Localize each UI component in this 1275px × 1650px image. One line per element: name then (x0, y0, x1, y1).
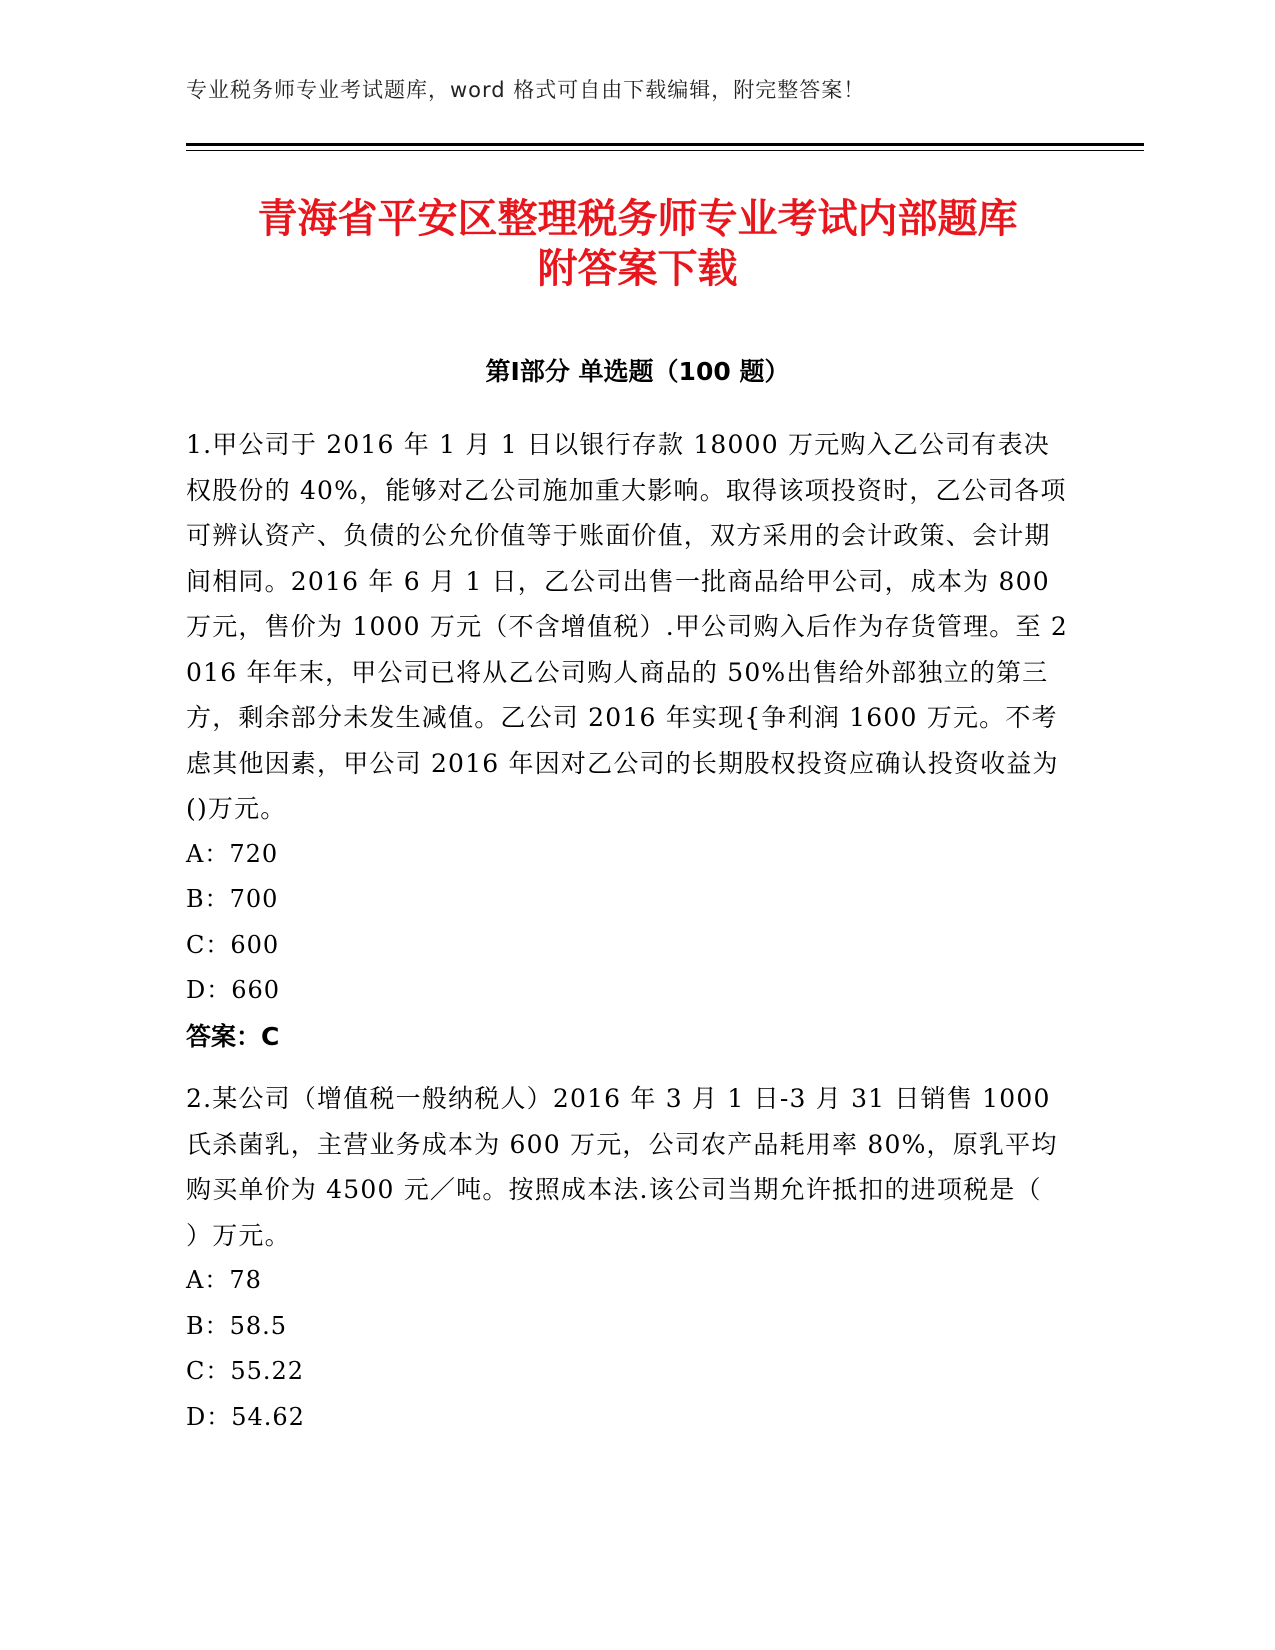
question-2 (186, 1076, 1095, 1440)
option-c: C：600 (186, 930, 280, 959)
option-b: B：58.5 (186, 1311, 288, 1340)
option-b: B：700 (186, 885, 279, 913)
header-rule-thick (186, 143, 1144, 146)
document-title (160, 194, 1115, 294)
answer-label: 答案：C (186, 1021, 280, 1051)
question-1 (186, 422, 1076, 1059)
question-text: 1.甲公司于 2016 年 1 月 1 日以银行存款 18000 万元购入乙公司有表决权股份的 40%，能够对乙公司施加重大影响。取得该项投资时，乙公司各项可辨认资产、负债的公允价值等于账面价值，双方采用的会计政策、会计期间相同。2016 年 6 月 1 日，乙公司出售一批商品给甲公司，成本为 800 万元，售价为 1000 万元（不含增值税）.甲公司购入后作为存货管理。至 2016 年年末，甲公司已将从乙公司购人商品的 50%出售给外部独立的第三方，剩余部分未发生减值。乙公司 2016 年实现{争利润 1600 万元。不考虑其他因素，甲公司 2016 年因对乙公司的长期股权投资应确认投资收益为()万元。 (186, 430, 1068, 823)
option-d: D：54.62 (186, 1402, 305, 1431)
section-title: 第Ⅰ部分 单选题（100 题） (485, 357, 790, 386)
header-note: 专业税务师专业考试题库，word 格式可自由下载编辑，附完整答案！ (186, 78, 866, 102)
option-c: C：55.22 (186, 1357, 305, 1385)
question-text: 2.某公司（增值税一般纳税人）2016 年 3 月 1 日-3 月 31 日销售 1000氏杀菌乳，主营业务成本为 600 万元，公司农产品耗用率 80%，原乳平均购买单价为 4500 元／吨。按照成本法.该公司当期允许抵扣的进项税是（ ）万元。 (186, 1084, 1095, 1250)
option-a: A：78 (186, 1266, 262, 1294)
option-d: D：660 (186, 976, 281, 1004)
option-a: A：720 (186, 839, 279, 868)
document-title-line1: 青海省平安区整理税务师专业考试内部题库 (257, 196, 1018, 242)
document-title-line2: 附答案下载 (537, 246, 738, 292)
header-rule-thin (186, 150, 1144, 151)
